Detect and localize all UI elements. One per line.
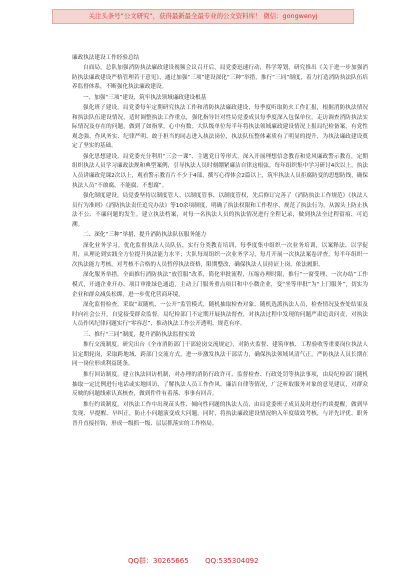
qq-group-number: QQ群：30265665	[128, 557, 189, 565]
section-heading: 三、推行“三同”制度，提升消防执法监督实效	[83, 331, 196, 338]
section-heading: 一、加强“三项”建设，筑牢执法领域廉政建设根基	[83, 94, 207, 101]
body-paragraph: 深化业务学习。优化监督执法人员队伍，实行分类教育培训，每季度集中组织一次业务培训，以案释法、以学促用，从理论到实践全方位提升执法能力水平；大队每周组织一次业务学习，每月开展一次执法案卷评查，每半年组织一次执法能力考核，对考核不合格的人员暂停执法资格，限期整改，确保执法人员持证上岗、依法履职。	[72, 242, 368, 268]
document-body	[72, 54, 368, 430]
body-paragraph: 深化服务举措。全面推行消防执法“放管服”改革，简化审批流程，压缩办理时限，推行“一窗受理、一次办结”工作模式，开通企业开办、项目审批绿色通道，主动上门服务重点项目和中小微企业，变“坐等审批”为“上门服务”，切实为企业和群众减负松绑，进一步优化营商环境。	[72, 272, 368, 298]
promo-banner	[52, 9, 354, 24]
body-paragraph: 自面局，总队加强消防执法廉政建设视频会议召开后，局党委迅速行动，科学筹划，研究推出《关于进一步加强消防执法廉政建设严格管理若干意见》，通过加强“三项”建设深化“三种”举措，推行“三同”制度，着力打造消防执法队伍培养监督体系，不断强化执法廉政建设。	[72, 65, 368, 91]
body-paragraph: 深化监督检查。采取“双随机、一公开”监管模式，随机抽取检查对象、随机选派执法人员，检查情况及查处结果及时向社会公开，自觉接受群众监督。局纪检部门不定期开展执法督查，对执法过程中发现的问题严肃追责问责，对执法人员作风纪律问题实行“零容忍”，推动执法工作公开透明、规范有序。	[72, 302, 368, 328]
body-paragraph: 强化班子建设。局党委每年定期研究执法工作和消防执法廉政建设，每季度听取防火工作汇报，根据消防执法情况和执法队伍建设情况，适时调整执法工作重点，强化指导针对性局党委成员每季度深入包保单位，走访调查消防执法实际情况及存在的问题，做到了如指掌，心中有数；大队级单位每半年将执法领域廉政建设情况上报局纪检备案，有党性观念强、作风务实、纪律严明、敢于担当的同志进入执法岗位，执法队伍整体素质有了明显的提升，为执法廉政建设奠定了坚实的基础。	[72, 105, 368, 150]
body-paragraph: 推行交流制度。研究出台《全市消防部门干部轮岗交流规定》，对防火监督、建筑审核、工程验收等重要岗位执法人员定期轮岗，采取跨地域、跨部门交流方式，进一步激发执法干部活力，确保执法领域风清气正，严防执法人员长期在同一岗位形成利益链条。	[72, 342, 368, 368]
document-content	[72, 64, 368, 429]
body-paragraph: 强化思想建设。局党委充分利用“三会一课”、主题党日等形式，深入开展理想信念教育和党风廉政警示教育，定期组织执法人员学习廉政法规和典型案例，引导执法人员时刻绷紧廉洁自律这根弦。每年组织集中学习研讨4次以上，执法人员讲廉政党课2次以上，观看警示教育片不少于4部，撰写心得体会2篇以上，筑牢执法人员拒腐防变的思想防线，确保执法人员“不敢腐、不能腐、不想腐”。	[72, 153, 368, 189]
promo-banner-text: 关注头条号“公文研究”，获得最新最全最专业的公文资料库！ 微信：gongwenyj	[88, 12, 318, 20]
body-paragraph: 推行回访制度。建立执法回访机制，对办理的消防行政许可、监督检查、行政处罚等执法事项，由局纪检部门随机抽取一定比例进行电话或实地回访，了解执法人员工作作风、廉洁自律等情况，广泛听取服务对象的意见建议，对群众反映的问题线索认真核查，做到件件有着落、事事有回音。	[72, 371, 368, 398]
qq-number: QQ:535304092	[205, 557, 259, 565]
body-paragraph: 推行约谈制度。对执法工作中出现苗头性、倾向性问题的执法人员，由局党委班子成员及时进行约谈提醒，做到早发现、早提醒、早纠正，防止小问题演变成大问题。同时，将执法廉政建设情况纳入年度绩效考核，与评先评优、职务晋升直接挂钩，形成一级抓一级、层层抓落实的工作格局。	[72, 401, 368, 427]
document-title: 廉政执法建设工作经验总结	[72, 55, 140, 61]
section-heading: 二、深化“三种”举措，提升消防执法队伍服务能力	[83, 232, 207, 239]
body-paragraph: 强化制度建设。局党委坚持以制度管人、以制度管事、以制度管权，先后修订完善了《消防执法工作规范》《执法人员行为准则》《消防执法责任追究办法》等10余项制度，明确了执法权限和工作程序，规范了执法行为，从源头上防止执法不公、不廉问题的发生。建立执法档案，对每一名执法人员的执法情况进行全程记录，做到执法全过程留痕、可追溯。	[72, 193, 368, 228]
contact-footer	[128, 556, 328, 566]
